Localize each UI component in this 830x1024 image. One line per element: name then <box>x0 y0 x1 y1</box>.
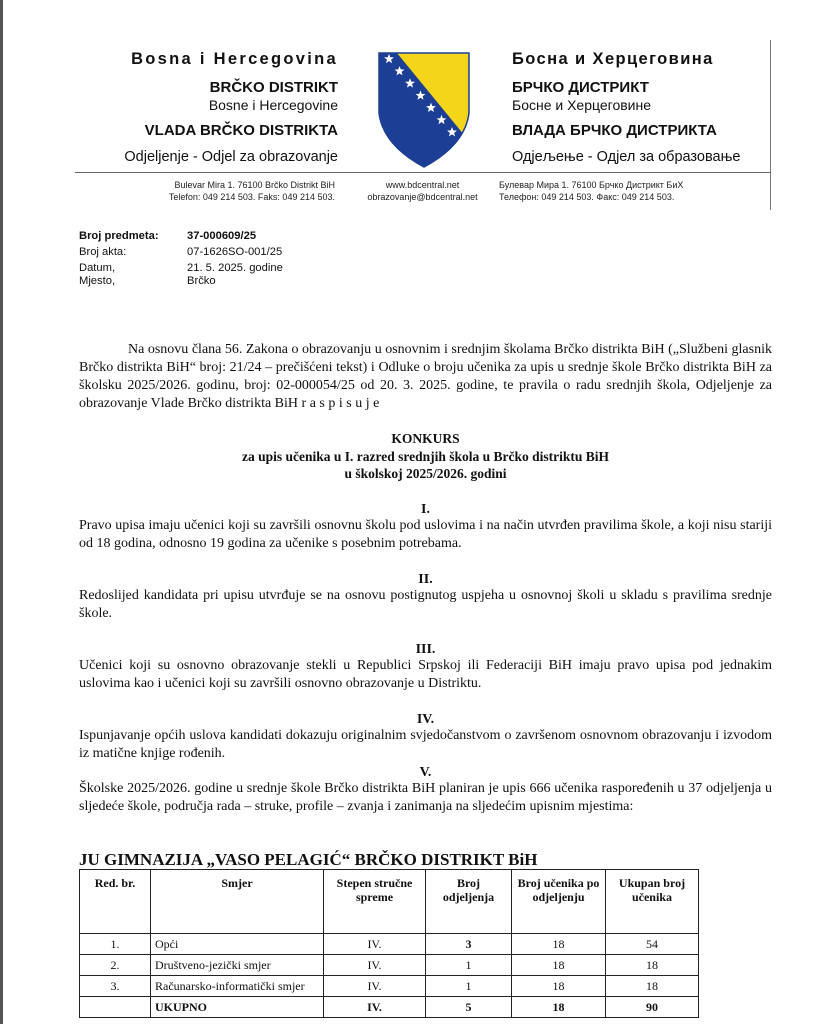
contact-web <box>350 179 495 203</box>
cell-per-class: 18 <box>512 976 606 997</box>
country-name-cyrillic: Босна и Херцеговина <box>512 50 714 68</box>
case-number: 37-000609/25 <box>187 230 257 242</box>
cell-degree: IV. <box>324 934 426 955</box>
country-name: Bosna i Hercegovina <box>131 50 338 68</box>
table-total-row <box>80 997 699 1018</box>
enrollment-table <box>79 869 699 1018</box>
act-number: 07-1626SO-001/25 <box>187 245 283 258</box>
government-name: VLADA BRČKO DISTRIKTA <box>144 122 338 139</box>
title-line-3: u školskoj 2025/2026. godini <box>344 466 507 481</box>
cell-course: Opći <box>151 934 324 955</box>
section-2-number: II. <box>418 572 433 587</box>
section-3-number: III. <box>415 642 436 657</box>
cell-classes: 5 <box>426 997 512 1018</box>
phone-line-cyrillic: Телефон: 049 214 503. Факс: 049 214 503. <box>499 192 675 202</box>
act-number-label: Broj akta: <box>79 245 127 258</box>
cell-ordinal: 1. <box>80 934 151 955</box>
place-label: Mjesto, <box>79 274 116 287</box>
cell-total: 18 <box>606 955 699 976</box>
cell-classes: 1 <box>426 955 512 976</box>
table-row <box>80 955 699 976</box>
col-degree: Stepen stručne spreme <box>324 870 426 934</box>
col-classes: Broj odjeljenja <box>426 870 512 934</box>
cell-degree: IV. <box>324 976 426 997</box>
address-line-cyrillic: Булевар Мира 1. 76100 Брчко Дистрикт БиХ <box>499 180 684 190</box>
letterhead-latin <box>88 48 338 166</box>
col-course: Smjer <box>151 870 324 934</box>
cell-ordinal: 2. <box>80 955 151 976</box>
government-name-cyrillic: ВЛАДА БРЧКО ДИСТРИКТА <box>512 122 717 139</box>
cell-classes: 3 <box>426 934 512 955</box>
coat-of-arms-icon <box>377 51 471 169</box>
district-name: BRČKO DISTRIKT <box>209 79 338 96</box>
cell-degree: IV. <box>324 997 426 1018</box>
title-line-1: KONKURS <box>391 431 460 446</box>
letterhead-divider-horizontal <box>75 172 771 173</box>
address-cyrillic <box>499 179 769 203</box>
section-3-text: Učenici koji su osnovno obrazovanje stekli u Republici Srpskoj ili Federaciji BiH imaju pravo upisa pod jednakim uslovima kao i učenici koji su završili osnovno obrazovanje u Distriktu. <box>79 658 772 691</box>
cell-course: Društveno-jezički smjer <box>151 955 324 976</box>
cell-ordinal: 3. <box>80 976 151 997</box>
col-ordinal: Red. br. <box>80 870 151 934</box>
cell-per-class: 18 <box>512 955 606 976</box>
email-link[interactable]: obrazovanje@bdcentral.net <box>367 192 478 202</box>
table-row <box>80 976 699 997</box>
cell-course: Računarsko-informatički smjer <box>151 976 324 997</box>
district-name-cyrillic: БРЧКО ДИСТРИКТ <box>512 79 649 96</box>
cell-per-class: 18 <box>512 934 606 955</box>
section-4-number: IV. <box>416 712 435 727</box>
address-line: Bulevar Mira 1. 76100 Brčko Distrikt BiH <box>174 180 335 190</box>
letterhead-divider-vertical <box>770 40 771 210</box>
section-5-text: Školske 2025/2026. godine u srednje škole Brčko distrikta BiH planiran je upis 666 učenika raspoređenih u 37 odjeljenja u sljedeće škole, područja rada – struke, profile – zvanja i zanimanja na sljedećim upisnim mjestima: <box>79 781 772 814</box>
cell-total: 90 <box>606 997 699 1018</box>
cell-total-label: UKUPNO <box>151 997 324 1018</box>
section-2-text: Redoslijed kandidata pri upisu utvrđuje se na osnovu postignutog uspjeha u osnovnoj školi u skladu s pravilima srednje škole. <box>79 588 772 621</box>
cell-total: 54 <box>606 934 699 955</box>
cell-total: 18 <box>606 976 699 997</box>
section-1-number: I. <box>421 502 430 517</box>
school-name: JU GIMNAZIJA „VASO PELAGIĆ“ BRČKO DISTRIKT BiH <box>79 850 538 869</box>
cell-ordinal <box>80 997 151 1018</box>
section-1-text: Pravo upisa imaju učenici koji su završili osnovnu školu pod uslovima i na način utvrđen pravilima škole, a koji nisu stariji od 18 godina, odnosno 19 godina za učenike s posebnim potrebama. <box>79 518 772 551</box>
case-number-label: Broj predmeta: <box>79 230 159 242</box>
department-name: Odjeljenje - Odjel za obrazovanje <box>124 149 338 165</box>
col-students-per-class: Broj učenika po odjeljenju <box>512 870 606 934</box>
document-meta <box>79 230 283 287</box>
cell-degree: IV. <box>324 955 426 976</box>
table-header-row <box>80 870 699 934</box>
page-edge <box>0 0 3 1024</box>
cell-per-class: 18 <box>512 997 606 1018</box>
intro-paragraph <box>79 341 772 413</box>
intro-verb: raspisuje <box>301 396 383 411</box>
address-latin <box>140 179 335 203</box>
col-total-students: Ukupan broj učenika <box>606 870 699 934</box>
place-value: Brčko <box>187 274 216 287</box>
letterhead-cyrillic <box>512 48 772 166</box>
section-5-number: V. <box>419 765 432 780</box>
date-value: 21. 5. 2025. godine <box>187 262 283 274</box>
section-4-text: Ispunjavanje općih uslova kandidati dokazuju originalnim svjedočanstvom o završenom osnovnom obrazovanju i izvodom iz matične knjige rođenih. <box>79 728 772 761</box>
district-subtitle-cyrillic: Босне и Херцеговине <box>512 97 652 113</box>
cell-classes: 1 <box>426 976 512 997</box>
konkurs-title <box>79 430 772 483</box>
date-label: Datum, <box>79 262 116 274</box>
title-line-2: za upis učenika u I. razred srednjih škola u Brčko distriktu BiH <box>241 448 610 464</box>
website-link[interactable]: www.bdcentral.net <box>385 180 460 190</box>
table-row <box>80 934 699 955</box>
district-subtitle: Bosne i Hercegovine <box>208 97 338 113</box>
phone-line: Telefon: 049 214 503. Faks: 049 214 503. <box>168 192 335 202</box>
intro-text: Na osnovu člana 56. Zakona o obrazovanju u osnovnim i srednjim školama Brčko distrikta BiH („Službeni glasnik Brčko distrikta BiH“ broj: 21/24 – prečišćeni tekst) i Odluke o broju učenika za upis u srednje škole Brčko distrikta BiH za školsku 2025/2026. godinu, broj: 02-000054/25 od 20. 3. 2025. godine, te pravila o radu srednjih škola, Odjeljenje za obrazovanje Vlade Brčko distrikta BiH <box>79 342 772 411</box>
department-name-cyrillic: Одјељење - Одјел за образовање <box>512 149 741 165</box>
